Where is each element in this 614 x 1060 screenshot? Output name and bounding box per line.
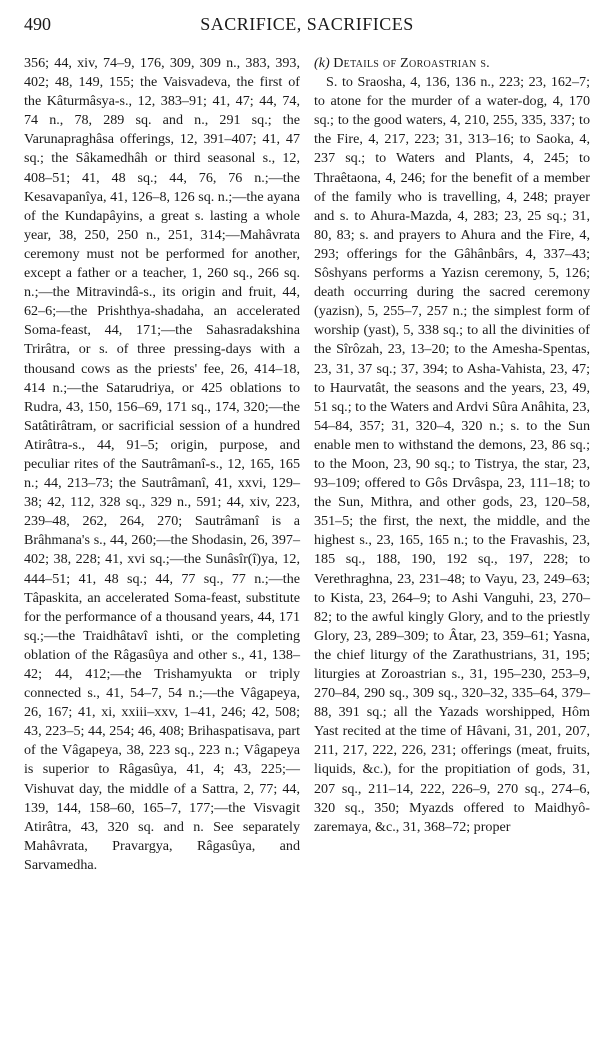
left-column-text: 356; 44, xiv, 74–9, 176, 309, 309 n., 383, 393, 402; 48, 149, 155; the Vaisvadeva, the first of the Kâturmâsya-s., 12, 383–91; 41, 47; 44, 74, 74 n., 78, 289 sq. and n., 291 sq.; the Varunapraghâsa offerings, 12, 391–407; 41, 47 sq.; the Sâkamedhâh or third seasonal s., 12, 408–51; 41, 48 sq.; 44, 76, 76 n.;—the Kesavapanîya, 41, 126–8, 126 sq. n.;—the ayana of the Kundapâyins, a great s. lasting a whole year, 38, 250, 250 n., 251, 314;—Mahâvrata ceremony must not be performed for another, except a father or a teacher, 1, 260 sq., 266 sq. n.;—the Mitravindâ-s., its origin and fruit, 44, 62–6;—the Prishthya-shadaha, an accelerated Soma-feast, 44, 171;—the Sahasradakshina Trirâtra, or s. of three pressing-days with a thousand cows as the priests' fee, 26, 414–18, 414 n.;—the Satarudriya, or 425 oblations to Rudra, 43, 150, 156–69, 171 sq., 174, 320;—the Satâtirâtram, or sacrificial session of a hundred Atirâtra-s., 44, 91–5; origin, purpose, and peculiar rites of the Sautrâmanî-s., 12, 165, 165 n.; 44, 213–73; the Sautrâmanî, 41, xxvi, 129–38; 42, 112, 328 sq., 329 n., 591; 44, xiv, 223, 239–48, 262, 264, 270; Sautrâmanî is a Brâhmana's s., 44, 260;—the Shodasin, 26, 397–402; 38, 228; 41, xvi sq.;—the Sunâsîr(î)ya, 12, 444–51; 41, 48 sq.; 44, 77 sq., 77 n.;—the Tâpaskita, an accelerated Soma-feast, substitute for the performance of a thousand years, 44, 171 sq.;—the Traidhâtavî ishti, or the completing oblation of the Râgasûya and other s., 41, 138–42; 44, 412;—the Trishamyukta or triply connected s., 41, 54–7, 54 n.;—the Vâgapeya, 26, 167; 41, xi, xxiii–xxv, 1–41, 246; 42, 508; 43, 223–5; 44, 254; 46, 408; Brihaspatisava, part of the Vâgapeya, 38, 223 sq., 223 n.; Vâgapeya is superior to Râgasûya, 41, 4; 43, 225;—Vishuvat day, the middle of a Sattra, 2, 77; 44, 139, 144, 158–60, 165–7, 177;—the Visvagit Atirâtra, 43, 320 sq. and n. See separately Mahâvrata, Pravargya, Râgasûya, and Sarvamedha. [24,55,300,873]
left-column [24,54,300,875]
page-header [24,14,590,40]
two-column-body [24,54,590,875]
page-number: 490 [24,14,51,34]
right-column-text: S. to Sraosha, 4, 136, 136 n., 223; 23, 162–7; to atone for the murder of a water-dog, 4, 170 sq.; to the good waters, 4, 210, 255, 335, 337; to the Fire, 4, 217, 223; 31, 313–16; to Saoka, 4, 237 sq.; to Waters and Plants, 4, 245; to Thraêtaona, 4, 246; for the benefit of a member of the family who is travelling, 4, 248; prayer and s. to Ahura-Mazda, 4, 283; 23, 25 sq.; 31, 80, 83; s. and prayers to Ahura and the Fire, 4, 293; offerings for the Gâhânbârs, 4, 337–43; Sôshyans performs a Yazisn ceremony, 5, 126; death occurring during the sacred ceremony (yazisn), 5, 255–7, 257 n.; the simplest form of worship (yast), 5, 338 sq.; to all the divinities of the Sîrôzah, 23, 13–20; to the Amesha-Spentas, 23, 31, 37 sq.; 37, 394; to Asha-Vahista, 23, 47; to Haurvatât, the seasons and the years, 23, 49, 51 sq.; to the Waters and Ardvi Sûra Anâhita, 23, 54–84, 357; 31, 320–4, 320 n.; s. to the Sun enable men to withstand the demons, 23, 86 sq.; to the Moon, 23, 90 sq.; to Tistrya, the star, 23, 93–109; offered to Gôs Drvâspa, 23, 111–18; to the Sun, Mithra, and other gods, 23, 120–58, 351–5; the first, the next, the middle, and the highest s., 23, 165, 165 n.; to the Fravashis, 23, 185 sq., 188, 190, 192 sq., 197, 228; to Verethraghna, 23, 231–48; to Vayu, 23, 249–63; to Kista, 23, 264–9; to Ashi Vanguhi, 23, 270–82; to the awful kingly Glory, and to the priestly Glory, 23, 289–309; to Âtar, 23, 359–61; Yasna, the chief liturgy of the Zarathustrians, 31, 195; liturgies at Zoroastrian s., 31, 195–230, 253–9, 270–84, 290 sq., 309 sq., 320–32, 335–64, 379–88, 391 sq.; all the Yazads worshipped, Hôm Yast recited at the time of Hâvani, 31, 201, 207, 211, 217, 222, 226, 231; offerings (meat, fruits, liquids, &c.), for the propitiation of gods, 31, 207 sq., 211–14, 222, 226–9, 270 sq., 274–6, 320 sq., 350; Myazds offered to Maidhyô-zaremaya, &c., 31, 368–72; proper [314,74,590,835]
section-heading [314,54,590,73]
right-column [314,54,590,875]
section-label: (k) [314,55,330,71]
section-heading-text: Details of Zoroastrian s. [333,55,490,71]
running-head: SACRIFICE, SACRIFICES [200,14,414,34]
